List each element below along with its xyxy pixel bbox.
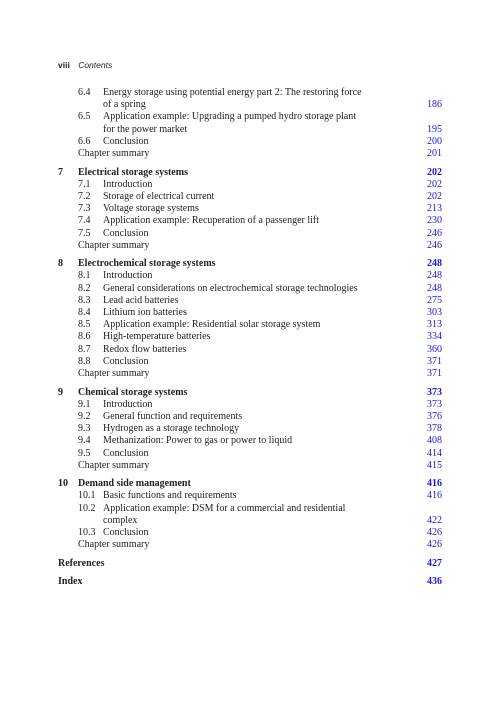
toc-section-entry[interactable] [58, 283, 442, 295]
toc-entry-title: Chapter summary [78, 539, 150, 551]
toc-entry-page-link[interactable]: 426 [427, 527, 442, 539]
toc-entry-page-link[interactable]: 202 [427, 190, 442, 202]
toc-entry-page-link[interactable]: 426 [427, 539, 442, 551]
toc-backmatter-entry[interactable] [58, 558, 442, 570]
toc-entry-title: Voltage storage systems [103, 203, 199, 215]
toc-entry-title: Application example: Upgrading a pumped hydro storage plant [103, 111, 356, 123]
toc-entry-number: 8 [58, 258, 63, 270]
toc-section-entry[interactable] [58, 527, 442, 539]
toc-entry-title: Conclusion [103, 527, 149, 539]
toc-entry-title: Demand side management [78, 478, 191, 490]
toc-backmatter-entry[interactable] [58, 576, 442, 588]
toc-section-entry[interactable] [58, 228, 442, 240]
toc-entry-title: Conclusion [103, 447, 149, 459]
toc-entry-title: Chapter summary [78, 459, 150, 471]
toc-entry-title: General considerations on electrochemical storage technologies [103, 282, 358, 294]
toc-section-entry[interactable] [58, 295, 442, 307]
toc-entry-page-link[interactable]: 313 [427, 319, 442, 331]
toc-entry-number: 7 [58, 166, 63, 178]
toc-section-entry[interactable] [58, 270, 442, 282]
toc-entry-title: Chapter summary [78, 368, 150, 380]
toc-entry-title: Chapter summary [78, 239, 150, 251]
toc-summary-entry[interactable] [58, 148, 442, 160]
toc-entry-title: Chemical storage systems [78, 386, 188, 398]
toc-section-entry[interactable] [58, 136, 442, 148]
toc-entry-title: Introduction [103, 398, 153, 410]
toc-entry-number: 7.1 [78, 178, 91, 190]
toc-entry-number: 6.5 [78, 111, 91, 123]
toc-chapter-entry[interactable] [58, 478, 442, 490]
toc-entry-number: 10.2 [78, 502, 96, 514]
toc-entry-number: 7.2 [78, 190, 91, 202]
toc-section-entry[interactable] [58, 411, 442, 423]
toc-entry-title: Electrochemical storage systems [78, 258, 216, 270]
toc-section-entry[interactable] [58, 399, 442, 411]
toc-entry-page-link[interactable]: 422 [427, 514, 442, 526]
toc-section-entry[interactable] [58, 331, 442, 343]
toc-summary-entry[interactable] [58, 240, 442, 252]
toc-entry-page-link[interactable]: 373 [427, 386, 442, 398]
toc-entry-title: Application example: Recuperation of a passenger lift [103, 215, 320, 227]
toc-entry-page-link[interactable]: 248 [427, 270, 442, 282]
toc-entry-title: Basic functions and requirements [103, 490, 237, 502]
page-number: viii [58, 60, 70, 70]
toc-entry-title: Conclusion [103, 227, 149, 239]
toc-entry-page-link[interactable]: 408 [427, 435, 442, 447]
toc-entry-page-link[interactable]: 303 [427, 307, 442, 319]
toc-entry-number: 8.3 [78, 294, 91, 306]
toc-chapter-entry[interactable] [58, 258, 442, 270]
toc-section-entry[interactable] [58, 215, 442, 227]
toc-entry-number: 6.6 [78, 135, 91, 147]
toc-entry-number: 10.1 [78, 490, 96, 502]
toc-section-entry[interactable] [58, 490, 442, 502]
toc-entry-title: Lead acid batteries [103, 294, 179, 306]
toc-entry-title: Chapter summary [78, 148, 150, 160]
table-of-contents [58, 87, 442, 589]
toc-entry-title: Redox flow batteries [103, 343, 187, 355]
toc-section-entry[interactable] [58, 356, 442, 368]
toc-summary-entry[interactable] [58, 368, 442, 380]
toc-section-entry[interactable] [58, 448, 442, 460]
toc-entry-page-link[interactable]: 334 [427, 331, 442, 343]
toc-entry-page-link[interactable]: 230 [427, 215, 442, 227]
toc-section-entry[interactable] [58, 344, 442, 356]
toc-entry-page-link[interactable]: 202 [427, 178, 442, 190]
toc-entry-number: 8.8 [78, 355, 91, 367]
toc-entry-number: 8.1 [78, 270, 91, 282]
toc-section-entry[interactable] [58, 423, 442, 435]
toc-entry-title: Lithium ion batteries [103, 307, 187, 319]
toc-entry-number: 8.6 [78, 331, 91, 343]
toc-entry-page-link[interactable]: 202 [427, 166, 442, 178]
toc-section-entry[interactable] [58, 307, 442, 319]
toc-entry-number: 9.3 [78, 423, 91, 435]
toc-entry-title: complex [103, 514, 138, 526]
toc-entry-page-link[interactable]: 373 [427, 398, 442, 410]
toc-entry-number: 9.4 [78, 435, 91, 447]
toc-entry-number: 7.5 [78, 227, 91, 239]
toc-entry-title: Introduction [103, 270, 153, 282]
toc-entry-number: 6.4 [78, 87, 91, 98]
toc-entry-page-link[interactable]: 416 [427, 478, 442, 490]
toc-section-entry[interactable] [58, 124, 442, 136]
toc-chapter-entry[interactable] [58, 387, 442, 399]
toc-entry-number: 9.2 [78, 410, 91, 422]
toc-entry-page-link[interactable]: 195 [427, 123, 442, 135]
toc-entry-title: Application example: DSM for a commercial and residential [103, 502, 346, 514]
toc-entry-page-link[interactable]: 213 [427, 203, 442, 215]
toc-summary-entry[interactable] [58, 460, 442, 472]
toc-section-entry[interactable] [58, 319, 442, 331]
toc-entry-title: References [58, 557, 105, 569]
toc-section-entry[interactable] [58, 515, 442, 527]
toc-entry-title: General function and requirements [103, 410, 243, 422]
toc-entry-page-link[interactable]: 201 [427, 148, 442, 160]
toc-entry-title: Hydrogen as a storage technology [103, 423, 240, 435]
toc-entry-number: 7.4 [78, 215, 91, 227]
toc-entry-page-link[interactable]: 360 [427, 343, 442, 355]
toc-entry-title: of a spring [103, 99, 146, 111]
toc-section-entry[interactable] [58, 203, 442, 215]
toc-entry-number: 9.1 [78, 398, 91, 410]
toc-entry-title: Conclusion [103, 355, 149, 367]
toc-entry-page-link[interactable]: 371 [427, 368, 442, 380]
toc-entry-page-link[interactable]: 186 [427, 99, 442, 111]
toc-section-entry[interactable] [58, 503, 442, 515]
toc-entry-number: 8.4 [78, 307, 91, 319]
toc-chapter-entry[interactable] [58, 167, 442, 179]
toc-entry-title: Storage of electrical current [103, 190, 215, 202]
toc-section-entry[interactable] [58, 99, 442, 111]
toc-entry-page-link[interactable]: 427 [427, 557, 442, 569]
toc-entry-page-link[interactable]: 246 [427, 227, 442, 239]
toc-entry-page-link[interactable]: 436 [427, 576, 442, 588]
toc-entry-number: 9.5 [78, 447, 91, 459]
toc-entry-title: Conclusion [103, 135, 149, 147]
toc-entry-number: 10.3 [78, 527, 96, 539]
toc-entry-number: 8.2 [78, 282, 91, 294]
toc-section-entry[interactable] [58, 191, 442, 203]
header-title: Contents [78, 60, 113, 70]
toc-section-entry[interactable] [58, 87, 442, 99]
toc-entry-title: Index [58, 576, 83, 588]
toc-entry-page-link[interactable]: 248 [427, 282, 442, 294]
toc-section-entry[interactable] [58, 179, 442, 191]
toc-entry-title: for the power market [103, 123, 188, 135]
toc-entry-page-link[interactable]: 378 [427, 423, 442, 435]
toc-entry-number: 8.5 [78, 319, 91, 331]
toc-entry-page-link[interactable]: 248 [427, 258, 442, 270]
toc-entry-page-link[interactable]: 414 [427, 447, 442, 459]
toc-entry-page-link[interactable]: 246 [427, 239, 442, 251]
toc-summary-entry[interactable] [58, 539, 442, 551]
toc-entry-title: High-temperature batteries [103, 331, 211, 343]
running-header [58, 60, 112, 70]
toc-entry-number: 9 [58, 386, 63, 398]
toc-entry-page-link[interactable]: 275 [427, 294, 442, 306]
toc-section-entry[interactable] [58, 435, 442, 447]
toc-entry-title: Introduction [103, 178, 153, 190]
toc-entry-page-link[interactable]: 200 [427, 135, 442, 147]
toc-entry-page-link[interactable]: 371 [427, 355, 442, 367]
toc-entry-title: Electrical storage systems [78, 166, 188, 178]
toc-entry-page-link[interactable]: 376 [427, 410, 442, 422]
toc-entry-number: 8.7 [78, 343, 91, 355]
toc-entry-title: Application example: Residential solar storage system [103, 319, 321, 331]
toc-entry-title: Energy storage using potential energy part 2: The restoring force [103, 87, 362, 98]
toc-entry-page-link[interactable]: 416 [427, 490, 442, 502]
toc-entry-page-link[interactable]: 415 [427, 459, 442, 471]
toc-entry-title: Methanization: Power to gas or power to liquid [103, 435, 293, 447]
toc-entry-number: 7.3 [78, 203, 91, 215]
toc-section-entry[interactable] [58, 111, 442, 123]
toc-entry-number: 10 [58, 478, 68, 490]
